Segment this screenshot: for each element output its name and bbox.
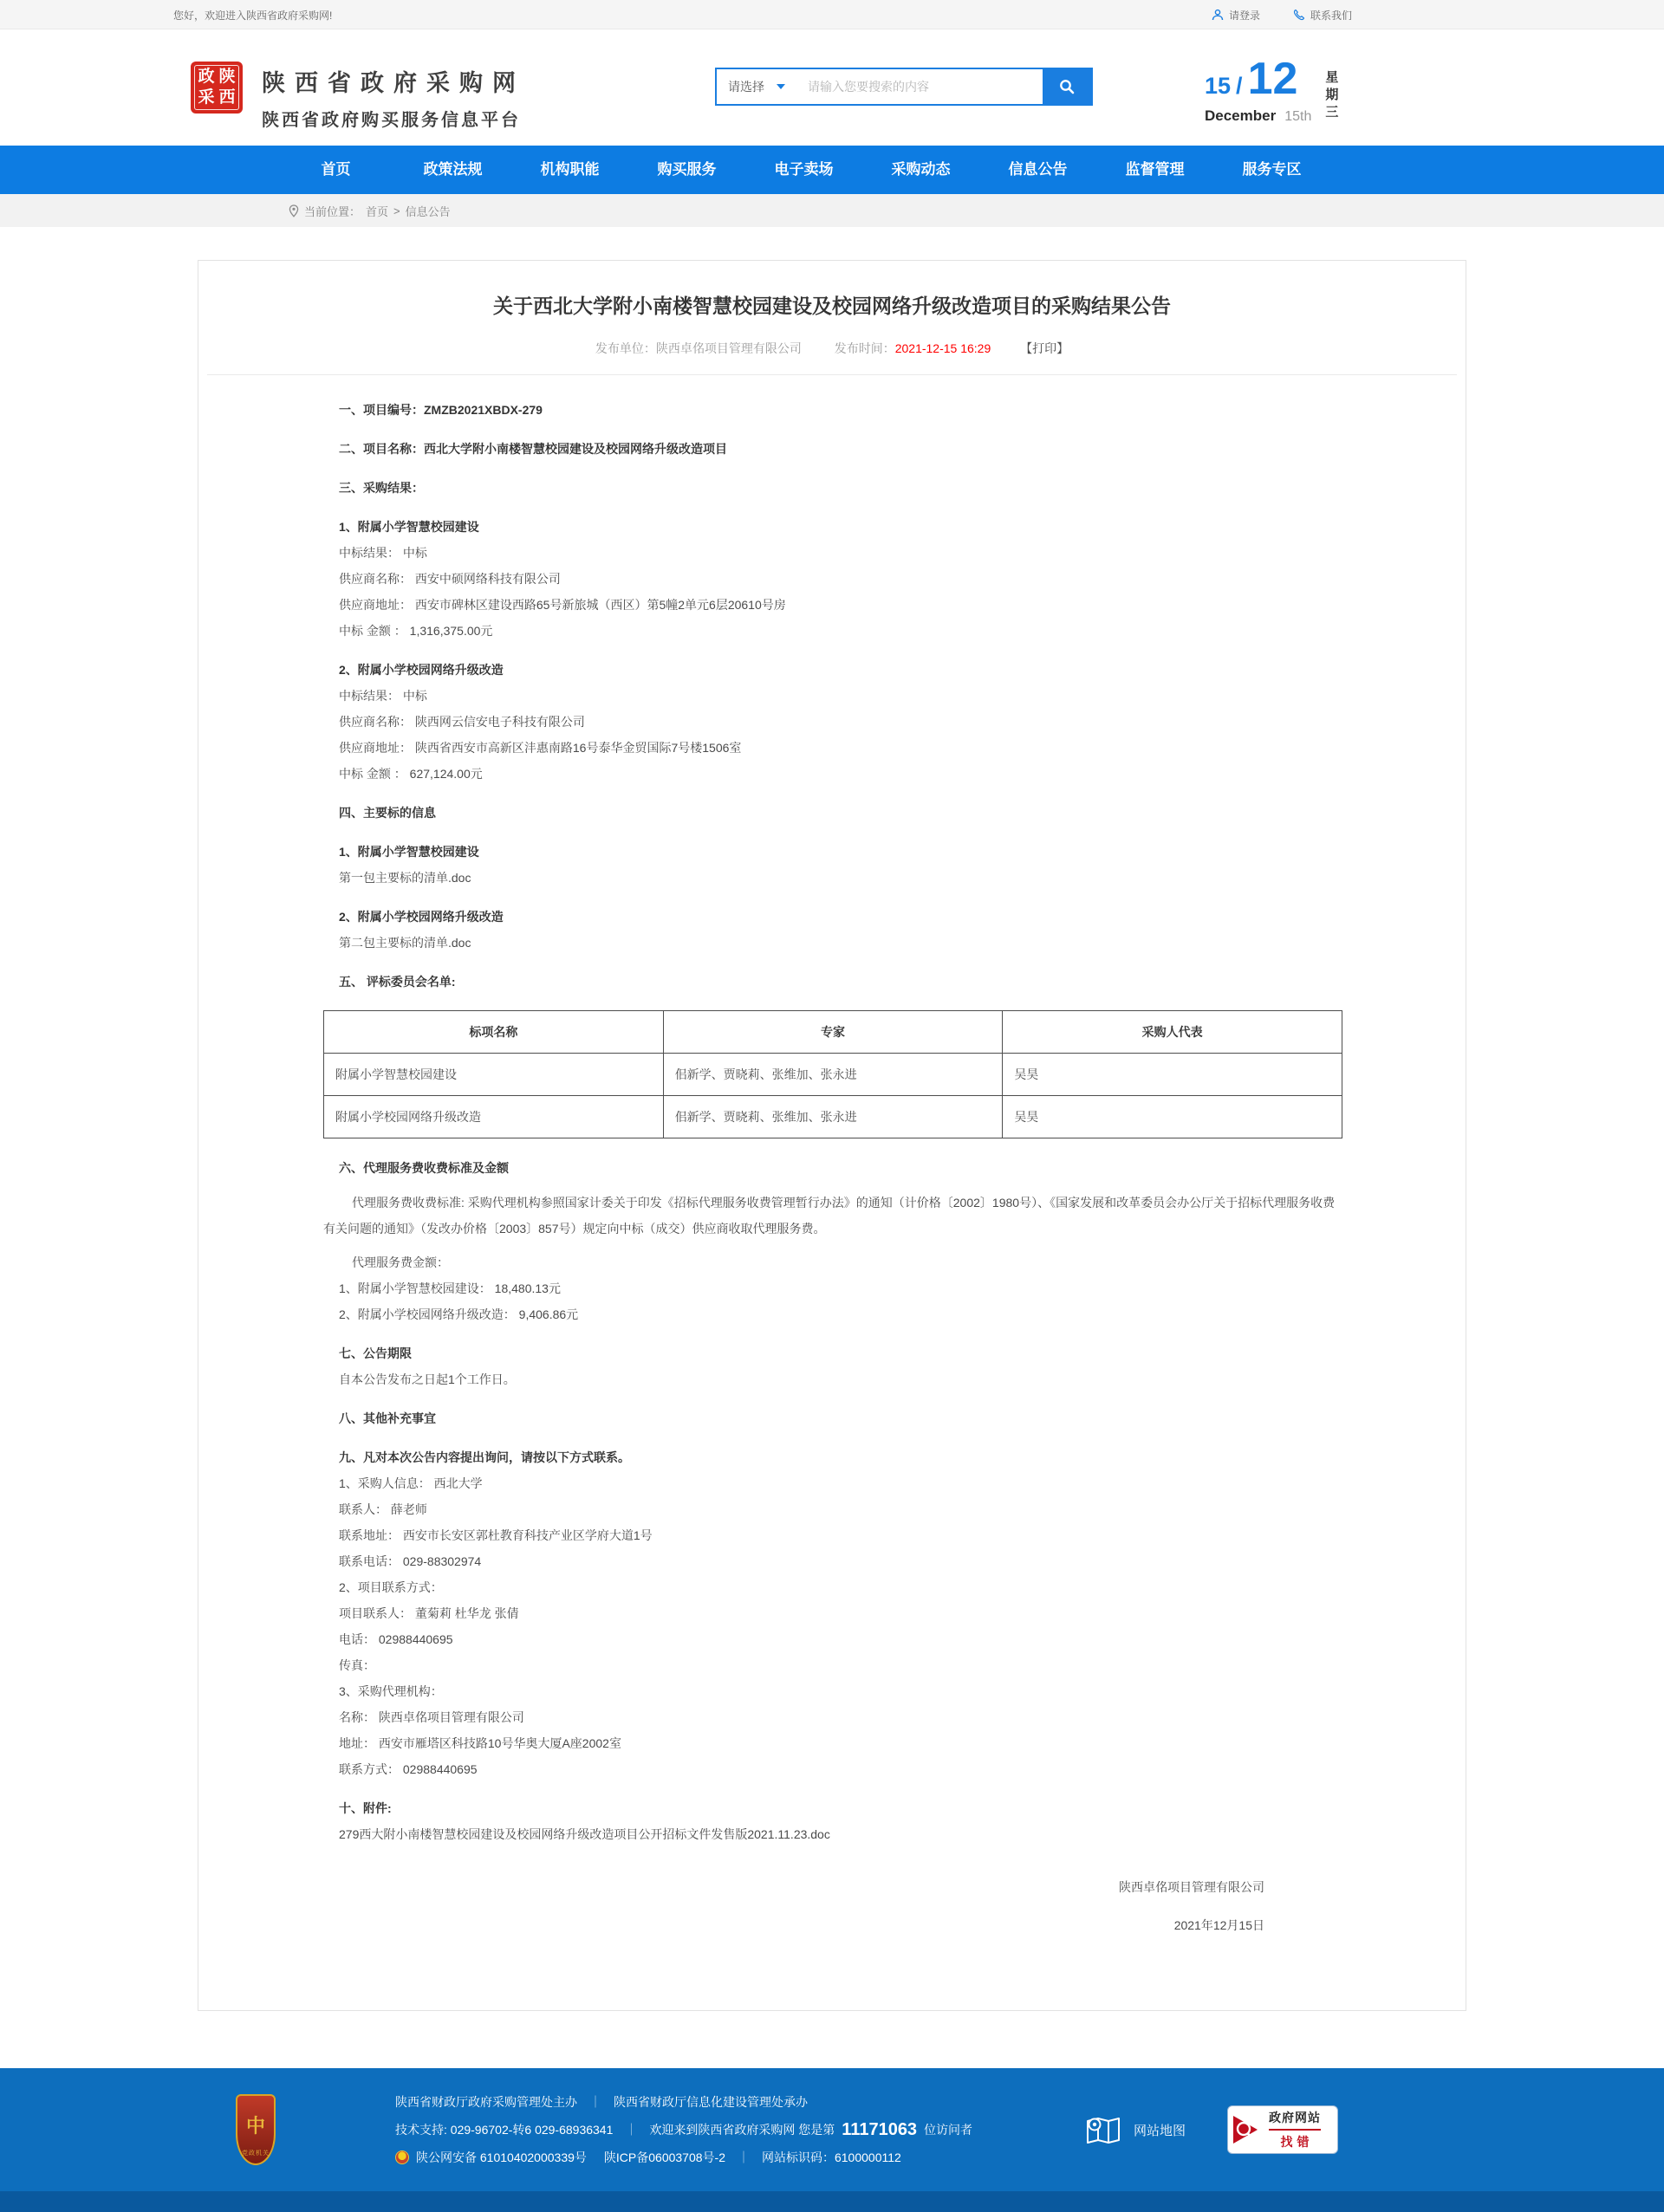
section-heading: 二、项目名称：西北大学附小南楼智慧校园建设及校园网络升级改造项目 — [339, 442, 727, 456]
section-heading: 2、附属小学校园网络升级改造 — [339, 663, 504, 677]
table-header: 标项名称 — [324, 1011, 664, 1054]
article-paragraph: 2、附属小学校园网络升级改造： 9,406.86元 — [339, 1307, 579, 1321]
nav-item-1[interactable]: 政策法规 — [423, 161, 483, 178]
search-category-select[interactable]: 请选择 — [717, 69, 800, 104]
article-paragraph: 联系方式： 02988440695 — [339, 1762, 478, 1776]
section-heading: 1、附属小学智慧校园建设 — [339, 520, 479, 534]
date-month-en: December — [1205, 107, 1277, 124]
footer-organizers: 陕西省财政厅政府采购管理处主办 ｜ 陕西省财政厅信息化建设管理处承办 — [395, 2095, 808, 2109]
article-paragraph: 中标 金额 ： 1,316,375.00元 — [339, 624, 493, 638]
breadcrumb-current: 信息公告 — [405, 204, 451, 218]
section-heading: 九、凡对本次公告内容提出询问，请按以下方式联系。 — [339, 1450, 630, 1464]
article-paragraph: 代理服务费收费标准: 采购代理机构参照国家计委关于印发《招标代理服务收费管理暂行办法》的通知（计价格〔2002〕1980号）、《国家发展和改革委员会办公厅关于招标代理服务收费有关问题的通知》（发改办价格〔2003〕857号）规定向中标（成交）供应商收取代理服务费。 — [323, 1196, 1336, 1236]
breadcrumb-separator: > — [393, 204, 400, 217]
phone-icon — [1293, 9, 1305, 21]
article-body — [198, 401, 1466, 1934]
date-weekday: 星 期 三 — [1325, 70, 1339, 120]
table-header: 采购人代表 — [1003, 1011, 1342, 1054]
publish-time-label: 发布时间： — [834, 341, 895, 355]
article-paragraph: 3、采购代理机构： — [339, 1684, 443, 1698]
search-button[interactable] — [1043, 69, 1091, 104]
user-icon — [1212, 9, 1224, 21]
table-header: 专家 — [663, 1011, 1003, 1054]
search-bar — [715, 68, 1093, 106]
search-icon — [1058, 78, 1076, 95]
breadcrumb-label: 当前位置： — [304, 204, 361, 218]
sitemap-icon — [1084, 2114, 1122, 2145]
breadcrumb-home-link[interactable]: 首页 — [366, 204, 389, 218]
article-paragraph: 2、项目联系方式： — [339, 1580, 443, 1594]
site-title: 陕西省政府采购网 — [262, 70, 525, 96]
table-cell: 吴昊 — [1003, 1096, 1342, 1138]
location-pin-icon — [289, 204, 299, 217]
table-cell: 佀新学、贾晓莉、张维加、张永进 — [663, 1054, 1003, 1096]
table-row — [324, 1096, 1342, 1138]
attachment-link[interactable]: 第一包主要标的清单.doc — [339, 871, 471, 885]
search-input[interactable] — [800, 69, 1043, 104]
icp-number: 陕ICP备06003708号-2 — [603, 2150, 725, 2164]
contact-button[interactable]: 联系我们 — [1293, 8, 1352, 23]
nav-item-0[interactable]: 首页 — [321, 161, 351, 178]
nav-item-6[interactable]: 信息公告 — [1008, 161, 1068, 178]
section-heading: 十、附件: — [339, 1801, 392, 1815]
topbar — [0, 0, 1664, 29]
table-cell: 吴昊 — [1003, 1054, 1342, 1096]
party-gov-badge: 中 党政机关 — [236, 2094, 276, 2165]
find-error-icon — [1228, 2112, 1263, 2147]
site-header — [0, 29, 1664, 146]
section-heading: 三、采购结果： — [339, 481, 424, 495]
attachment-link[interactable]: 279西大附小南楼智慧校园建设及校园网络升级改造项目公开招标文件发售版2021.11.23.doc — [339, 1827, 830, 1841]
section-heading: 五、 评标委员会名单: — [339, 975, 456, 989]
site-footer — [0, 2068, 1664, 2212]
public-security-badge-icon — [395, 2150, 409, 2164]
article-paragraph: 联系电话： 029-88302974 — [339, 1554, 482, 1568]
print-button[interactable]: 【打印】 — [1020, 341, 1069, 355]
section-heading: 八、其他补充事宜 — [339, 1411, 436, 1425]
table-cell: 附属小学校园网络升级改造 — [324, 1096, 664, 1138]
nav-item-5[interactable]: 采购动态 — [891, 161, 951, 178]
article-paragraph: 1、采购人信息： 西北大学 — [339, 1476, 483, 1490]
footer-support-visitors: 技术支持: 029-96702-转6 029-68936341 ｜ 欢迎来到陕西省政府采购网 您是第 11171063 位访问者 — [395, 2119, 973, 2139]
section-heading: 七、公告期限 — [339, 1346, 412, 1360]
nav-item-7[interactable]: 监督管理 — [1125, 161, 1185, 178]
table-row — [324, 1054, 1342, 1096]
article-paragraph: 供应商地址： 陕西省西安市高新区沣惠南路16号泰华金贸国际7号楼1506室 — [339, 741, 742, 755]
date-day: 15 — [1205, 73, 1232, 99]
site-subtitle: 陕西省政府购买服务信息平台 — [262, 111, 521, 130]
article-paragraph: 自本公告发布之日起1个工作日。 — [339, 1372, 516, 1386]
breadcrumb-bar — [0, 194, 1664, 227]
article-paragraph: 电话： 02988440695 — [339, 1632, 453, 1646]
article-paragraph: 联系人： 薛老师 — [339, 1502, 427, 1516]
section-heading: 1、附属小学智慧校园建设 — [339, 845, 479, 859]
meta-divider — [207, 374, 1457, 375]
publish-time: 2021-12-15 16:29 — [894, 341, 991, 355]
article-paragraph: 项目联系人： 董菊莉 杜华龙 张倩 — [339, 1606, 519, 1620]
article-paragraph: 名称： 陕西卓佲项目管理有限公司 — [339, 1710, 524, 1724]
article-paragraph: 供应商名称： 西安中硕网络科技有限公司 — [339, 572, 561, 586]
article-paragraph: 1、附属小学智慧校园建设： 18,480.13元 — [339, 1281, 561, 1295]
attachment-link[interactable]: 第二包主要标的清单.doc — [339, 936, 471, 950]
site-logo: 政 陕 采 西 — [191, 62, 243, 114]
date-widget: 15 / 12 December 15th 星 期 三 — [1205, 54, 1339, 124]
signature-company: 陕西卓佲项目管理有限公司 — [1119, 1880, 1264, 1894]
main-nav — [0, 146, 1664, 194]
article-paragraph: 代理服务费金额： — [352, 1255, 449, 1269]
section-heading: 四、主要标的信息 — [339, 806, 436, 820]
visitor-count: 11171063 — [842, 2119, 918, 2139]
footer-registration: 陕公网安备 61010402000339号 陕ICP备06003708号-2 ｜ 网站标识码：6100000112 — [395, 2147, 972, 2168]
party-gov-emblem: 中 — [245, 2114, 265, 2137]
article-paragraph: 供应商名称： 陕西网云信安电子科技有限公司 — [339, 715, 585, 729]
tech-support: 技术支持: 029-96702-转6 029-68936341 — [395, 2123, 614, 2137]
article-paragraph: 中标结果： 中标 — [339, 546, 427, 560]
signature-date: 2021年12月15日 — [1173, 1918, 1264, 1932]
footer-bottom-strip — [0, 2191, 1664, 2212]
site-code: 网站标识码：6100000112 — [761, 2150, 901, 2164]
chevron-down-icon — [777, 84, 785, 94]
article-title: 关于西北大学附小南楼智慧校园建设及校园网络升级改造项目的采购结果公告 — [493, 295, 1171, 317]
article-paragraph: 地址： 西安市雁塔区科技路10号华奥大厦A座2002室 — [339, 1736, 621, 1750]
article-paragraph: 联系地址： 西安市长安区郭杜教育科技产业区学府大道1号 — [339, 1528, 653, 1542]
article-paragraph: 中标结果： 中标 — [339, 689, 427, 703]
article-paragraph: 供应商地址： 西安市碑林区建设西路65号新旅城（西区）第5幢2单元6层20610号房 — [339, 598, 786, 612]
nav-item-8[interactable]: 服务专区 — [1242, 161, 1302, 178]
login-button[interactable]: 请登录 — [1212, 8, 1260, 23]
date-day-en: 15th — [1284, 109, 1312, 124]
section-heading: 2、附属小学校园网络升级改造 — [339, 910, 504, 924]
section-heading: 六、代理服务费收费标准及金额 — [339, 1161, 509, 1175]
article-paragraph: 中标 金额 ： 627,124.00元 — [339, 767, 483, 781]
table-cell: 附属小学智慧校园建设 — [324, 1054, 664, 1096]
nav-item-4[interactable]: 电子卖场 — [774, 161, 834, 178]
date-month: 12 — [1247, 54, 1298, 104]
committee-table — [323, 1010, 1342, 1138]
sitemap-link[interactable]: 网站地图 — [1084, 2114, 1186, 2145]
publisher-label: 发布单位： — [595, 341, 656, 355]
nav-item-3[interactable]: 购买服务 — [657, 161, 717, 178]
find-error-badge[interactable]: 政府网站 找错 — [1227, 2105, 1338, 2154]
nav-item-2[interactable]: 机构职能 — [540, 161, 600, 178]
publisher: 陕西卓佲项目管理有限公司 — [655, 341, 802, 355]
article-paragraph: 传真： — [339, 1658, 375, 1672]
topbar-welcome: 您好，欢迎进入陕西省政府采购网! — [173, 9, 333, 22]
section-heading: 一、项目编号：ZMZB2021XBDX-279 — [339, 403, 543, 417]
article-card — [198, 260, 1466, 2011]
signature-block — [323, 1878, 1342, 1934]
table-cell: 佀新学、贾晓莉、张维加、张永进 — [663, 1096, 1003, 1138]
beian-number: 陕公网安备 61010402000339号 — [416, 2150, 587, 2164]
article-meta — [198, 340, 1466, 357]
